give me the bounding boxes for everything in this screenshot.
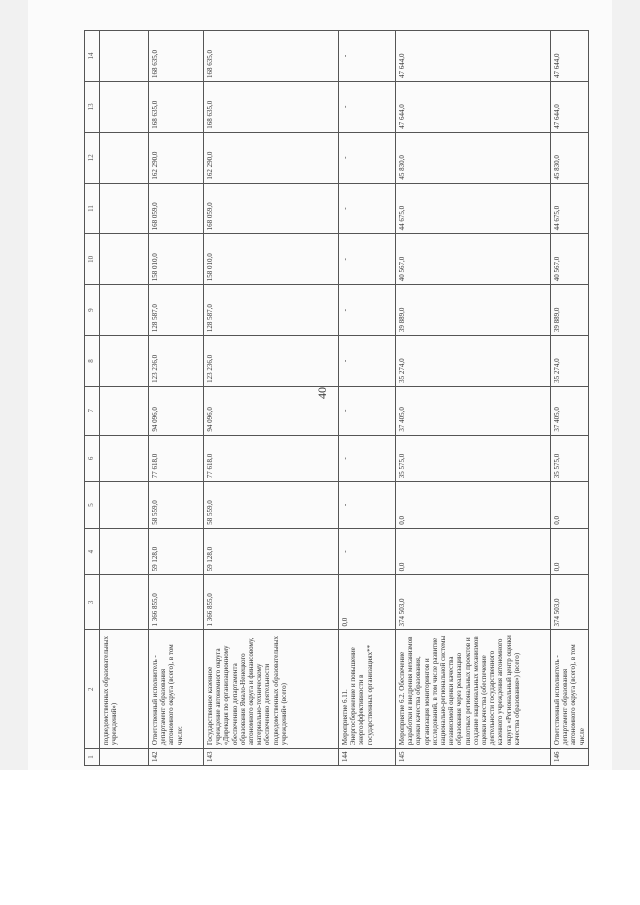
value-cell: 45 830,0 — [396, 132, 551, 183]
value-cell: 35 575,0 — [396, 435, 551, 482]
value-cell: 58 559,0 — [204, 482, 339, 529]
header-cell: 7 — [85, 386, 100, 435]
table-viewport — [84, 30, 586, 766]
value-cell: 59 128,0 — [149, 528, 204, 575]
value-cell — [100, 183, 149, 234]
value-cell: 158 010,0 — [204, 234, 339, 285]
value-cell: 47 644,0 — [396, 81, 551, 132]
value-cell: 123 236,0 — [204, 336, 339, 387]
value-cell — [100, 528, 149, 575]
value-cell: 39 889,0 — [551, 285, 589, 336]
row-name: Ответственный исполнитель - департамент образования автономного округа (всего), в том числе — [551, 630, 589, 749]
value-cell: 0,0 — [396, 528, 551, 575]
value-cell: 168 635,0 — [204, 31, 339, 82]
value-cell: - — [339, 386, 396, 435]
header-cell: 11 — [85, 183, 100, 234]
row-number: 145 — [396, 749, 551, 766]
value-cell — [100, 132, 149, 183]
value-cell — [100, 285, 149, 336]
value-cell — [100, 234, 149, 285]
value-cell: 168 635,0 — [149, 81, 204, 132]
value-cell: 0,0 — [396, 482, 551, 529]
row-number: 144 — [339, 749, 396, 766]
value-cell — [100, 386, 149, 435]
value-cell: 59 128,0 — [204, 528, 339, 575]
value-cell: 168 635,0 — [149, 31, 204, 82]
value-cell: 77 618,0 — [149, 435, 204, 482]
value-cell — [100, 81, 149, 132]
value-cell: 39 889,0 — [396, 285, 551, 336]
header-cell: 9 — [85, 285, 100, 336]
value-cell — [100, 31, 149, 82]
value-cell: 47 644,0 — [396, 31, 551, 82]
header-cell: 6 — [85, 435, 100, 482]
value-cell: - — [339, 435, 396, 482]
value-cell: - — [339, 31, 396, 82]
value-cell: 35 274,0 — [551, 336, 589, 387]
value-cell: 158 010,0 — [149, 234, 204, 285]
table-row — [551, 31, 589, 766]
value-cell: 37 405,0 — [396, 386, 551, 435]
value-cell: 0,0 — [551, 528, 589, 575]
value-cell — [100, 435, 149, 482]
row-name: подведомственных образовательных учреждений») — [100, 630, 149, 749]
value-cell — [100, 482, 149, 529]
header-row — [85, 31, 100, 766]
value-cell: - — [339, 482, 396, 529]
value-cell: 35 274,0 — [396, 336, 551, 387]
row-number: 142 — [149, 749, 204, 766]
value-cell: 374 503,0 — [551, 575, 589, 630]
header-cell: 10 — [85, 234, 100, 285]
header-cell: 4 — [85, 528, 100, 575]
row-number: 146 — [551, 749, 589, 766]
value-cell: - — [339, 183, 396, 234]
value-cell: 168 635,0 — [204, 81, 339, 132]
value-cell: 162 290,0 — [149, 132, 204, 183]
value-cell: 162 290,0 — [204, 132, 339, 183]
header-cell: 5 — [85, 482, 100, 529]
value-cell: 45 830,0 — [551, 132, 589, 183]
row-name: Мероприятие 6.2. Обеспечение разработки и внедрения механизмов оценки качества образования, организация мониторингов и исследований, в том числе развитие национально-региональной системы независимой оценки качества образования через реализацию пилотных региональных проектов и создание национальных механизмов оценки качества (обеспечение деятельности государственного казенного учреждения автономного округа «Региональный центр оценки качества образования») (всего) — [396, 630, 551, 749]
value-cell: 94 096,0 — [204, 386, 339, 435]
value-cell: 1 366 855,0 — [149, 575, 204, 630]
value-cell: - — [339, 81, 396, 132]
header-cell: 13 — [85, 81, 100, 132]
value-cell: 168 059,0 — [204, 183, 339, 234]
table-row — [204, 31, 339, 766]
value-cell: 77 618,0 — [204, 435, 339, 482]
header-cell: 8 — [85, 336, 100, 387]
value-cell: 128 587,0 — [149, 285, 204, 336]
value-cell — [100, 336, 149, 387]
value-cell: 1 366 855,0 — [204, 575, 339, 630]
header-cell: 1 — [85, 749, 100, 766]
value-cell: 44 675,0 — [551, 183, 589, 234]
value-cell: 58 559,0 — [149, 482, 204, 529]
value-cell — [100, 575, 149, 630]
header-cell: 2 — [85, 630, 100, 749]
row-number: 143 — [204, 749, 339, 766]
page-number: 40 — [315, 387, 329, 399]
value-cell: 47 644,0 — [551, 81, 589, 132]
table-row — [100, 31, 149, 766]
header-cell: 14 — [85, 31, 100, 82]
value-cell: - — [339, 234, 396, 285]
value-cell: - — [339, 336, 396, 387]
value-cell: 37 405,0 — [551, 386, 589, 435]
header-cell: 12 — [85, 132, 100, 183]
table-row — [149, 31, 204, 766]
budget-table — [84, 30, 589, 766]
value-cell: 44 675,0 — [396, 183, 551, 234]
value-cell: 0,0 — [551, 482, 589, 529]
table-row — [339, 31, 396, 766]
header-cell: 3 — [85, 575, 100, 630]
value-cell: 374 503,0 — [396, 575, 551, 630]
value-cell: 168 059,0 — [149, 183, 204, 234]
value-cell: 35 575,0 — [551, 435, 589, 482]
value-cell: 40 567,0 — [551, 234, 589, 285]
row-name: Мероприятие 6.11. Энергосбережение и повышение энергоэффективности в государственных организациях** — [339, 630, 396, 749]
value-cell: 128 587,0 — [204, 285, 339, 336]
value-cell: 0,0 — [339, 575, 396, 630]
value-cell: 94 096,0 — [149, 386, 204, 435]
row-number — [100, 749, 149, 766]
table-row — [396, 31, 551, 766]
rotated-table-wrapper — [84, 30, 586, 766]
value-cell: - — [339, 132, 396, 183]
row-name: Ответственный исполнитель - департамент образования автономного округа (всего), в том числе: — [149, 630, 204, 749]
value-cell: - — [339, 285, 396, 336]
value-cell: 40 567,0 — [396, 234, 551, 285]
row-name: Государственное казенное учреждение автономного округа «Дирекция по организационному обеспечению департамента образования Ямало-Ненецкого автономного округа и финансовому, материально-техническому обеспечению деятельности подведомственных образовательных учреждений» (всего) — [204, 630, 339, 749]
value-cell: 47 644,0 — [551, 31, 589, 82]
value-cell: 123 236,0 — [149, 336, 204, 387]
value-cell: - — [339, 528, 396, 575]
